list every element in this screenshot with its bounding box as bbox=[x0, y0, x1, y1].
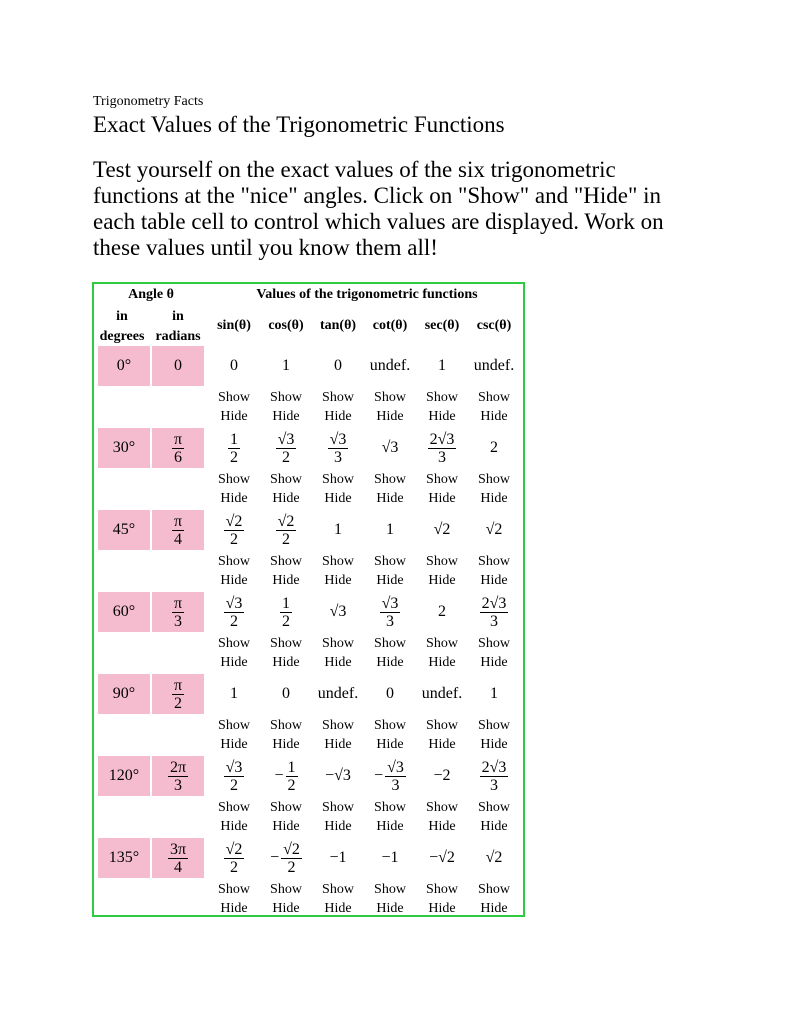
show-link[interactable]: Show bbox=[218, 636, 250, 651]
denominator: 2 bbox=[173, 694, 182, 712]
hide-link[interactable]: Hide bbox=[376, 819, 404, 834]
show-link[interactable]: Show bbox=[478, 390, 510, 405]
value-cell-sec bbox=[416, 428, 468, 468]
fraction bbox=[172, 431, 184, 466]
value-text: 1 bbox=[490, 685, 498, 702]
numerator: π bbox=[173, 512, 183, 530]
value-text: undef. bbox=[421, 685, 463, 702]
value-text: undef. bbox=[473, 357, 515, 374]
numerator: 2√3 bbox=[481, 758, 507, 776]
show-hide-controls bbox=[208, 388, 260, 426]
value-cell-cot bbox=[364, 510, 416, 550]
show-hide-controls bbox=[312, 880, 364, 918]
show-link[interactable]: Show bbox=[374, 800, 406, 815]
show-link[interactable]: Show bbox=[426, 472, 458, 487]
show-link[interactable]: Show bbox=[322, 718, 354, 733]
denominator: 2 bbox=[230, 530, 238, 548]
show-hide-controls bbox=[416, 716, 468, 754]
show-hide-controls bbox=[364, 716, 416, 754]
header-function-5: csc(θ) bbox=[476, 318, 512, 333]
show-link[interactable]: Show bbox=[218, 390, 250, 405]
hide-link[interactable]: Hide bbox=[272, 901, 300, 916]
value-cell-tan bbox=[312, 346, 364, 386]
denominator: 3 bbox=[391, 776, 400, 794]
show-hide-controls bbox=[208, 716, 260, 754]
show-hide-controls bbox=[312, 470, 364, 508]
show-link[interactable]: Show bbox=[374, 882, 406, 897]
show-link[interactable]: Show bbox=[218, 554, 250, 569]
show-link[interactable]: Show bbox=[426, 554, 458, 569]
value-cell-tan bbox=[312, 674, 364, 714]
value-cell-sin bbox=[208, 592, 260, 632]
show-link[interactable]: Show bbox=[478, 882, 510, 897]
hide-link[interactable]: Hide bbox=[480, 901, 508, 916]
hide-link[interactable]: Hide bbox=[480, 819, 508, 834]
show-link[interactable]: Show bbox=[218, 882, 250, 897]
show-hide-controls bbox=[416, 634, 468, 672]
fraction bbox=[224, 841, 245, 876]
hide-link[interactable]: Hide bbox=[220, 491, 248, 506]
value-text: 1 bbox=[334, 521, 342, 538]
hide-link[interactable]: Hide bbox=[428, 491, 456, 506]
show-hide-controls bbox=[312, 552, 364, 590]
value-cell-cot bbox=[364, 592, 416, 632]
value-text: √3 bbox=[381, 439, 399, 456]
numerator: 1 bbox=[230, 430, 238, 448]
numerator: 1 bbox=[282, 594, 290, 612]
hide-link[interactable]: Hide bbox=[220, 819, 248, 834]
value-cell-sec bbox=[416, 346, 468, 386]
value-cell-cot bbox=[364, 346, 416, 386]
value-cell-tan bbox=[312, 838, 364, 878]
value-cell-sec bbox=[416, 674, 468, 714]
value-cell-tan bbox=[312, 756, 364, 796]
show-link[interactable]: Show bbox=[374, 472, 406, 487]
show-hide-controls bbox=[208, 634, 260, 672]
show-hide-controls bbox=[260, 634, 312, 672]
hide-link[interactable]: Hide bbox=[324, 573, 352, 588]
denominator: 3 bbox=[386, 612, 394, 630]
numerator: √3 bbox=[225, 594, 243, 612]
show-hide-controls bbox=[260, 716, 312, 754]
hide-link[interactable]: Hide bbox=[376, 655, 404, 670]
numerator: √3 bbox=[381, 594, 399, 612]
trig-table bbox=[92, 282, 525, 917]
value-cell-cot bbox=[364, 838, 416, 878]
hide-link[interactable]: Hide bbox=[428, 655, 456, 670]
fraction bbox=[224, 513, 245, 548]
value-text: √2 bbox=[433, 521, 451, 538]
show-link[interactable]: Show bbox=[322, 882, 354, 897]
hide-link[interactable]: Hide bbox=[324, 655, 352, 670]
angle-radians-cell bbox=[152, 592, 204, 632]
header-function-0: sin(θ) bbox=[217, 318, 251, 333]
show-hide-controls bbox=[364, 552, 416, 590]
angle-degrees-cell: 120° bbox=[98, 756, 150, 796]
minus-sign: − bbox=[374, 767, 384, 784]
value-text: √2 bbox=[485, 849, 503, 866]
value-text: −1 bbox=[329, 849, 347, 866]
value-cell-cot bbox=[364, 428, 416, 468]
fraction bbox=[168, 841, 188, 876]
value-text: 1 bbox=[230, 685, 238, 702]
show-hide-controls bbox=[416, 388, 468, 426]
show-hide-controls bbox=[260, 880, 312, 918]
value-text: −√3 bbox=[325, 767, 351, 784]
denominator: 3 bbox=[490, 776, 498, 794]
value-text: undef. bbox=[317, 685, 359, 702]
value-cell-sin bbox=[208, 756, 260, 796]
denominator: 4 bbox=[173, 858, 182, 876]
show-link[interactable]: Show bbox=[426, 718, 458, 733]
show-hide-controls bbox=[468, 388, 520, 426]
hide-link[interactable]: Hide bbox=[272, 573, 300, 588]
numerator: 3π bbox=[169, 840, 187, 858]
denominator: 3 bbox=[490, 612, 498, 630]
show-link[interactable]: Show bbox=[218, 800, 250, 815]
show-link[interactable]: Show bbox=[478, 636, 510, 651]
hide-link[interactable]: Hide bbox=[480, 409, 508, 424]
hide-link[interactable]: Hide bbox=[324, 819, 352, 834]
value-cell-tan bbox=[312, 592, 364, 632]
value-text: −1 bbox=[381, 849, 399, 866]
show-hide-controls bbox=[468, 552, 520, 590]
hide-link[interactable]: Hide bbox=[272, 737, 300, 752]
denominator: 2 bbox=[282, 612, 290, 630]
show-hide-controls bbox=[364, 470, 416, 508]
header-degrees-line2: degrees bbox=[99, 329, 145, 344]
angle-degrees-cell: 60° bbox=[98, 592, 150, 632]
angle-radians-cell bbox=[152, 346, 204, 386]
hide-link[interactable]: Hide bbox=[428, 409, 456, 424]
value-cell-sec bbox=[416, 510, 468, 550]
value-cell-csc bbox=[468, 838, 520, 878]
value-text: 1 bbox=[438, 357, 446, 374]
show-hide-controls bbox=[260, 552, 312, 590]
hide-link[interactable]: Hide bbox=[428, 819, 456, 834]
show-hide-controls bbox=[364, 388, 416, 426]
hide-link[interactable]: Hide bbox=[220, 655, 248, 670]
header-values: Values of the trigonometric functions bbox=[256, 287, 478, 302]
show-link[interactable]: Show bbox=[426, 636, 458, 651]
hide-link[interactable]: Hide bbox=[428, 573, 456, 588]
hide-link[interactable]: Hide bbox=[376, 573, 404, 588]
show-hide-controls bbox=[364, 634, 416, 672]
value-text: √3 bbox=[329, 603, 347, 620]
value-cell-tan bbox=[312, 428, 364, 468]
header-function-1: cos(θ) bbox=[268, 318, 304, 333]
show-hide-controls bbox=[468, 798, 520, 836]
fraction bbox=[276, 513, 297, 548]
show-hide-controls bbox=[416, 470, 468, 508]
hide-link[interactable]: Hide bbox=[324, 737, 352, 752]
header-function-3: cot(θ) bbox=[372, 318, 408, 333]
value-cell-sin bbox=[208, 510, 260, 550]
header-angle: Angle θ bbox=[128, 287, 174, 302]
show-link[interactable]: Show bbox=[270, 800, 302, 815]
header-function-2: tan(θ) bbox=[319, 318, 357, 333]
fraction bbox=[224, 595, 245, 630]
numerator: √2 bbox=[225, 512, 243, 530]
fraction bbox=[172, 677, 184, 712]
show-link[interactable]: Show bbox=[426, 882, 458, 897]
hide-link[interactable]: Hide bbox=[480, 655, 508, 670]
show-hide-controls bbox=[416, 552, 468, 590]
numerator: √3 bbox=[277, 430, 295, 448]
value-cell-csc bbox=[468, 592, 520, 632]
value-text: 1 bbox=[282, 357, 290, 374]
value-text: 0 bbox=[334, 357, 342, 374]
value-text: undef. bbox=[369, 357, 411, 374]
value-cell-csc bbox=[468, 510, 520, 550]
show-hide-controls bbox=[208, 470, 260, 508]
fraction bbox=[380, 595, 401, 630]
angle-radians-cell bbox=[152, 756, 204, 796]
numerator: π bbox=[173, 594, 183, 612]
value-text: 2 bbox=[490, 439, 498, 456]
value-cell-cos bbox=[260, 428, 312, 468]
value-text: 1 bbox=[386, 521, 394, 538]
angle-degrees-cell: 90° bbox=[98, 674, 150, 714]
breadcrumb: Trigonometry Facts bbox=[93, 94, 204, 109]
denominator: 2 bbox=[230, 858, 238, 876]
hide-link[interactable]: Hide bbox=[376, 491, 404, 506]
fraction bbox=[224, 759, 245, 794]
denominator: 2 bbox=[282, 530, 290, 548]
show-link[interactable]: Show bbox=[270, 636, 302, 651]
numerator: π bbox=[173, 430, 183, 448]
show-link[interactable]: Show bbox=[270, 554, 302, 569]
show-link[interactable]: Show bbox=[322, 636, 354, 651]
fraction bbox=[428, 431, 457, 466]
minus-sign: − bbox=[270, 849, 280, 866]
show-hide-controls bbox=[312, 634, 364, 672]
fraction bbox=[328, 431, 349, 466]
show-hide-controls bbox=[208, 880, 260, 918]
show-hide-controls bbox=[312, 798, 364, 836]
angle-radians-cell bbox=[152, 428, 204, 468]
header-radians bbox=[150, 307, 206, 347]
denominator: 2 bbox=[230, 448, 238, 466]
value-cell-csc bbox=[468, 428, 520, 468]
show-hide-controls bbox=[260, 798, 312, 836]
numerator: 2π bbox=[169, 758, 187, 776]
value-cell-cos bbox=[260, 592, 312, 632]
show-hide-controls bbox=[312, 716, 364, 754]
show-link[interactable]: Show bbox=[374, 554, 406, 569]
show-hide-controls bbox=[468, 716, 520, 754]
hide-link[interactable]: Hide bbox=[220, 409, 248, 424]
value-cell-sec bbox=[416, 756, 468, 796]
fraction bbox=[276, 431, 297, 466]
fraction bbox=[385, 759, 406, 794]
hide-link[interactable]: Hide bbox=[272, 655, 300, 670]
denominator: 2 bbox=[230, 612, 238, 630]
angle-radians-cell bbox=[152, 510, 204, 550]
value-cell-sec bbox=[416, 592, 468, 632]
angle-degrees-cell: 30° bbox=[98, 428, 150, 468]
denominator: 3 bbox=[173, 776, 182, 794]
angle-degrees-cell: 135° bbox=[98, 838, 150, 878]
hide-link[interactable]: Hide bbox=[428, 737, 456, 752]
angle-degrees-cell: 0° bbox=[98, 346, 150, 386]
show-link[interactable]: Show bbox=[322, 554, 354, 569]
value-cell-cos bbox=[260, 510, 312, 550]
show-link[interactable]: Show bbox=[374, 636, 406, 651]
hide-link[interactable]: Hide bbox=[376, 901, 404, 916]
denominator: 3 bbox=[438, 448, 446, 466]
angle-radians-cell bbox=[152, 674, 204, 714]
fraction bbox=[281, 841, 302, 876]
denominator: 2 bbox=[287, 858, 296, 876]
numerator: 2√3 bbox=[429, 430, 455, 448]
fraction bbox=[168, 759, 188, 794]
hide-link[interactable]: Hide bbox=[272, 819, 300, 834]
show-hide-controls bbox=[208, 798, 260, 836]
denominator: 2 bbox=[230, 776, 238, 794]
hide-link[interactable]: Hide bbox=[376, 737, 404, 752]
value-text: 0 bbox=[386, 685, 394, 702]
show-hide-controls bbox=[260, 470, 312, 508]
value-cell-csc bbox=[468, 756, 520, 796]
page-title: Exact Values of the Trigonometric Functions bbox=[93, 112, 505, 137]
show-link[interactable]: Show bbox=[322, 472, 354, 487]
hide-link[interactable]: Hide bbox=[324, 491, 352, 506]
angle-degrees-cell: 45° bbox=[98, 510, 150, 550]
hide-link[interactable]: Hide bbox=[272, 491, 300, 506]
numerator: 1 bbox=[287, 758, 296, 776]
header-degrees bbox=[94, 307, 150, 347]
numerator: √3 bbox=[387, 758, 404, 776]
show-link[interactable]: Show bbox=[478, 472, 510, 487]
value-text: √2 bbox=[485, 521, 503, 538]
numerator: √3 bbox=[225, 758, 243, 776]
hide-link[interactable]: Hide bbox=[480, 737, 508, 752]
show-link[interactable]: Show bbox=[478, 718, 510, 733]
value-cell-sin bbox=[208, 428, 260, 468]
denominator: 6 bbox=[173, 448, 182, 466]
numerator: √3 bbox=[329, 430, 347, 448]
numerator: 2√3 bbox=[481, 594, 507, 612]
show-hide-controls bbox=[468, 634, 520, 672]
value-cell-cos bbox=[260, 674, 312, 714]
show-hide-controls bbox=[364, 798, 416, 836]
value-text: 0 bbox=[174, 357, 182, 374]
show-hide-controls bbox=[468, 880, 520, 918]
denominator: 2 bbox=[287, 776, 296, 794]
hide-link[interactable]: Hide bbox=[428, 901, 456, 916]
show-link[interactable]: Show bbox=[426, 800, 458, 815]
value-cell-cos bbox=[260, 756, 312, 796]
header-degrees-line1: in bbox=[116, 309, 128, 324]
intro-text: Test yourself on the exact values of the six trigonometric functions at the "nice" angles. Click on "Show" and "Hide" in each table cell to control which values are displayed. Work on these values until you know them all! bbox=[93, 157, 664, 260]
value-cell-csc bbox=[468, 346, 520, 386]
value-cell-cot bbox=[364, 756, 416, 796]
value-cell-csc bbox=[468, 674, 520, 714]
show-link[interactable]: Show bbox=[322, 390, 354, 405]
fraction bbox=[480, 595, 509, 630]
value-cell-cos bbox=[260, 838, 312, 878]
header-radians-line2: radians bbox=[155, 329, 201, 344]
value-cell-cot bbox=[364, 674, 416, 714]
value-cell-sin bbox=[208, 674, 260, 714]
header-radians-line1: in bbox=[172, 309, 184, 324]
value-text: −√2 bbox=[429, 849, 455, 866]
hide-link[interactable]: Hide bbox=[480, 491, 508, 506]
hide-link[interactable]: Hide bbox=[480, 573, 508, 588]
fraction bbox=[172, 595, 184, 630]
show-link[interactable]: Show bbox=[426, 390, 458, 405]
show-hide-controls bbox=[260, 388, 312, 426]
fraction bbox=[280, 595, 292, 630]
fraction bbox=[480, 759, 509, 794]
numerator: √2 bbox=[283, 840, 300, 858]
value-text: 0 bbox=[282, 685, 290, 702]
hide-link[interactable]: Hide bbox=[220, 573, 248, 588]
value-cell-tan bbox=[312, 510, 364, 550]
show-link[interactable]: Show bbox=[270, 718, 302, 733]
value-text: 0 bbox=[230, 357, 238, 374]
show-hide-controls bbox=[468, 470, 520, 508]
denominator: 3 bbox=[173, 612, 182, 630]
show-hide-controls bbox=[416, 880, 468, 918]
minus-sign: − bbox=[274, 767, 284, 784]
hide-link[interactable]: Hide bbox=[324, 409, 352, 424]
show-link[interactable]: Show bbox=[218, 718, 250, 733]
show-link[interactable]: Show bbox=[270, 390, 302, 405]
denominator: 4 bbox=[173, 530, 182, 548]
show-link[interactable]: Show bbox=[478, 800, 510, 815]
hide-link[interactable]: Hide bbox=[220, 901, 248, 916]
show-hide-controls bbox=[364, 880, 416, 918]
show-link[interactable]: Show bbox=[270, 882, 302, 897]
denominator: 2 bbox=[282, 448, 290, 466]
show-link[interactable]: Show bbox=[374, 718, 406, 733]
denominator: 3 bbox=[334, 448, 342, 466]
fraction bbox=[286, 759, 298, 794]
value-cell-sin bbox=[208, 346, 260, 386]
hide-link[interactable]: Hide bbox=[376, 409, 404, 424]
angle-radians-cell bbox=[152, 838, 204, 878]
hide-link[interactable]: Hide bbox=[272, 409, 300, 424]
show-link[interactable]: Show bbox=[322, 800, 354, 815]
value-cell-sin bbox=[208, 838, 260, 878]
show-hide-controls bbox=[208, 552, 260, 590]
numerator: π bbox=[173, 676, 183, 694]
show-link[interactable]: Show bbox=[270, 472, 302, 487]
show-link[interactable]: Show bbox=[374, 390, 406, 405]
show-hide-controls bbox=[416, 798, 468, 836]
value-cell-sec bbox=[416, 838, 468, 878]
value-cell-cos bbox=[260, 346, 312, 386]
numerator: √2 bbox=[277, 512, 295, 530]
header-function-4: sec(θ) bbox=[424, 318, 460, 333]
show-link[interactable]: Show bbox=[478, 554, 510, 569]
show-hide-controls bbox=[312, 388, 364, 426]
numerator: √2 bbox=[225, 840, 243, 858]
hide-link[interactable]: Hide bbox=[220, 737, 248, 752]
value-text: −2 bbox=[433, 767, 451, 784]
fraction bbox=[228, 431, 240, 466]
value-text: 2 bbox=[438, 603, 446, 620]
show-link[interactable]: Show bbox=[218, 472, 250, 487]
fraction bbox=[172, 513, 184, 548]
hide-link[interactable]: Hide bbox=[324, 901, 352, 916]
